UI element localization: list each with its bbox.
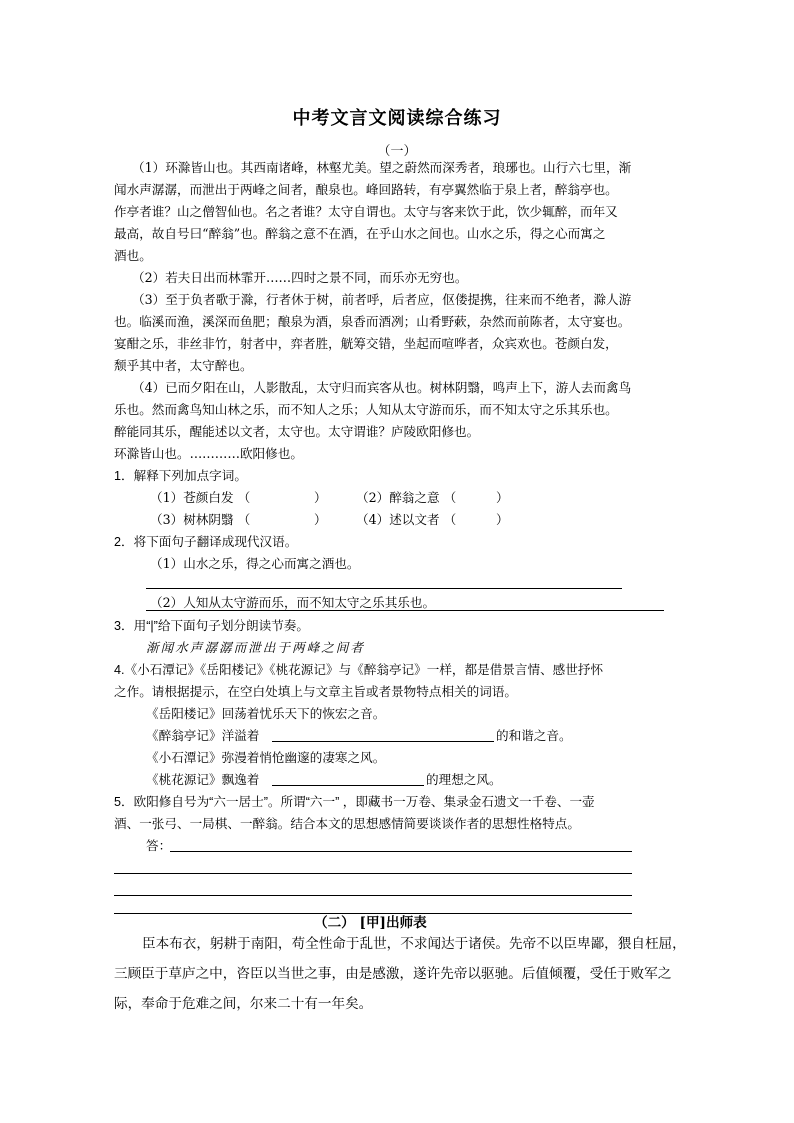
q1-item-2-close: ） [496,490,509,505]
answer-line[interactable] [114,873,632,874]
answer-line[interactable] [146,610,664,611]
q1-item-4: （4）述以文者 （ [356,512,457,527]
question-4-line: 4.《小石潭记》《岳阳楼记》《桃花源记》与《醉翁亭记》一样，都是借景言情、感世抒怀 [114,663,604,677]
passage-line: （2）若夫日出而林霏开……四时之景不同，而乐亦无穷也。 [132,270,468,285]
q4-item-xiaoshitan: 《小石潭记》弥漫着悄怆幽邃的凄寒之风。 [146,751,386,765]
answer-line[interactable] [146,588,622,589]
passage-line: 最高，故自号曰“醉翁”也。醉翁之意不在酒，在乎山水之间也。山水之乐，得之心而寓之 [114,226,606,241]
passage-line: 醉能同其乐，醒能述以文者，太守也。太守谓谁？庐陵欧阳修也。 [114,424,480,439]
q4-item-yueyang: 《岳阳楼记》回荡着忧乐天下的恢宏之音。 [146,707,386,721]
q1-item-3: （3）树林阴翳 （ [150,512,251,527]
question-3-prompt: 3．用“|”给下面句子划分朗读节奏。 [114,619,309,633]
question-5-line: 5．欧阳修自号为“六一居士”。所谓“六一” ，即藏书一万卷、集录金石遗文一千卷、一壶 [114,795,595,809]
q1-item-1: （1）苍颜白发 （ [150,490,251,505]
passage-line: （3）至于负者歌于滁，行者休于树，前者呼，后者应，伛偻提携，往来而不绝者，滁人游 [132,292,632,307]
page-title: 中考文言文阅读综合练习 [292,108,502,129]
passage-line: 酒也。 [114,248,152,263]
passage-line: 闻水声潺潺，而泄出于两峰之间者，酿泉也。峰回路转，有亭翼然临于泉上者，醉翁亭也。 [114,182,618,197]
fill-blank[interactable] [272,741,494,742]
answer-line[interactable] [114,895,632,896]
q1-item-2: （2）醉翁之意 （ [356,490,457,505]
passage-line: 乐也。然而禽鸟知山林之乐，而不知人之乐；人知从太守游而乐，而不知太守之乐其乐也。 [114,402,618,417]
answer-label: 答： [146,839,172,853]
q1-item-1-close: ） [314,490,327,505]
passage-line: （4）已而夕阳在山，人影散乱，太守归而宾客从也。树林阴翳，鸣声上下，游人去而禽鸟 [132,380,632,395]
question-1-prompt: 1．解释下列加点字词。 [114,469,247,483]
q2-item-1: （1）山水之乐，得之心而寓之酒也。 [150,556,360,571]
section-one-heading: （一） [377,144,417,159]
question-2-prompt: 2．将下面句子翻译成现代汉语。 [114,535,298,549]
q4-item-taohua: 《桃花源记》飘逸着 [146,773,260,787]
passage2-line: 际，奉命于危难之间，尔来二十有一年矣。 [114,996,373,1012]
passage-line: 颓乎其中者，太守醉也。 [114,358,253,373]
q3-sentence: 渐 闻 水 声 潺 潺 而 泄 出 于 两 峰 之 间 者 [146,640,362,655]
q1-item-3-close: ） [314,512,327,527]
q4-item-zuiweng-tail: 的和谐之音。 [496,729,572,743]
passage-line: 也。临溪而渔，溪深而鱼肥；酿泉为酒，泉香而酒冽；山肴野蔌，杂然而前陈者，太守宴也。 [114,314,631,329]
section-two-heading: （二） [甲]出师表 [314,915,427,931]
passage-line: 宴酣之乐，非丝非竹，射者中，弈者胜，觥筹交错，坐起而喧哗者，众宾欢也。苍颜白发， [114,336,618,351]
fill-blank[interactable] [272,785,424,786]
q4-item-taohua-tail: 的理想之风。 [426,773,502,787]
question-4-line: 之作。请根据提示，在空白处填上与文章主旨或者景物特点相关的词语。 [114,685,517,699]
passage-ending: 环滁皆山也。…………欧阳修也。 [114,446,303,461]
question-5-line: 酒、一张弓、一局棋、一醉翁。结合本文的思想感情简要谈谈作者的思想性格特点。 [114,817,580,831]
passage-line: （1）环滁皆山也。其西南诸峰，林壑尤美。望之蔚然而深秀者，琅琊也。山行六七里，渐 [132,160,632,175]
q1-item-4-close: ） [496,512,509,527]
passage2-line: 臣本布衣，躬耕于南阳，苟全性命于乱世，不求闻达于诸侯。先帝不以臣卑鄙，猥自枉屈， [142,936,686,952]
answer-line[interactable] [170,851,632,852]
passage-line: 作亭者谁？山之僧智仙也。名之者谁？太守自谓也。太守与客来饮于此，饮少辄醉，而年又 [114,204,618,219]
q4-item-zuiweng: 《醉翁亭记》洋溢着 [146,729,260,743]
passage2-line: 三顾臣于草庐之中，咨臣以当世之事，由是感激，遂许先帝以驱驰。后值倾覆，受任于败军之 [114,966,672,982]
q2-item-2: （2）人知从太守游而乐，而不知太守之乐其乐也。 [150,595,436,610]
